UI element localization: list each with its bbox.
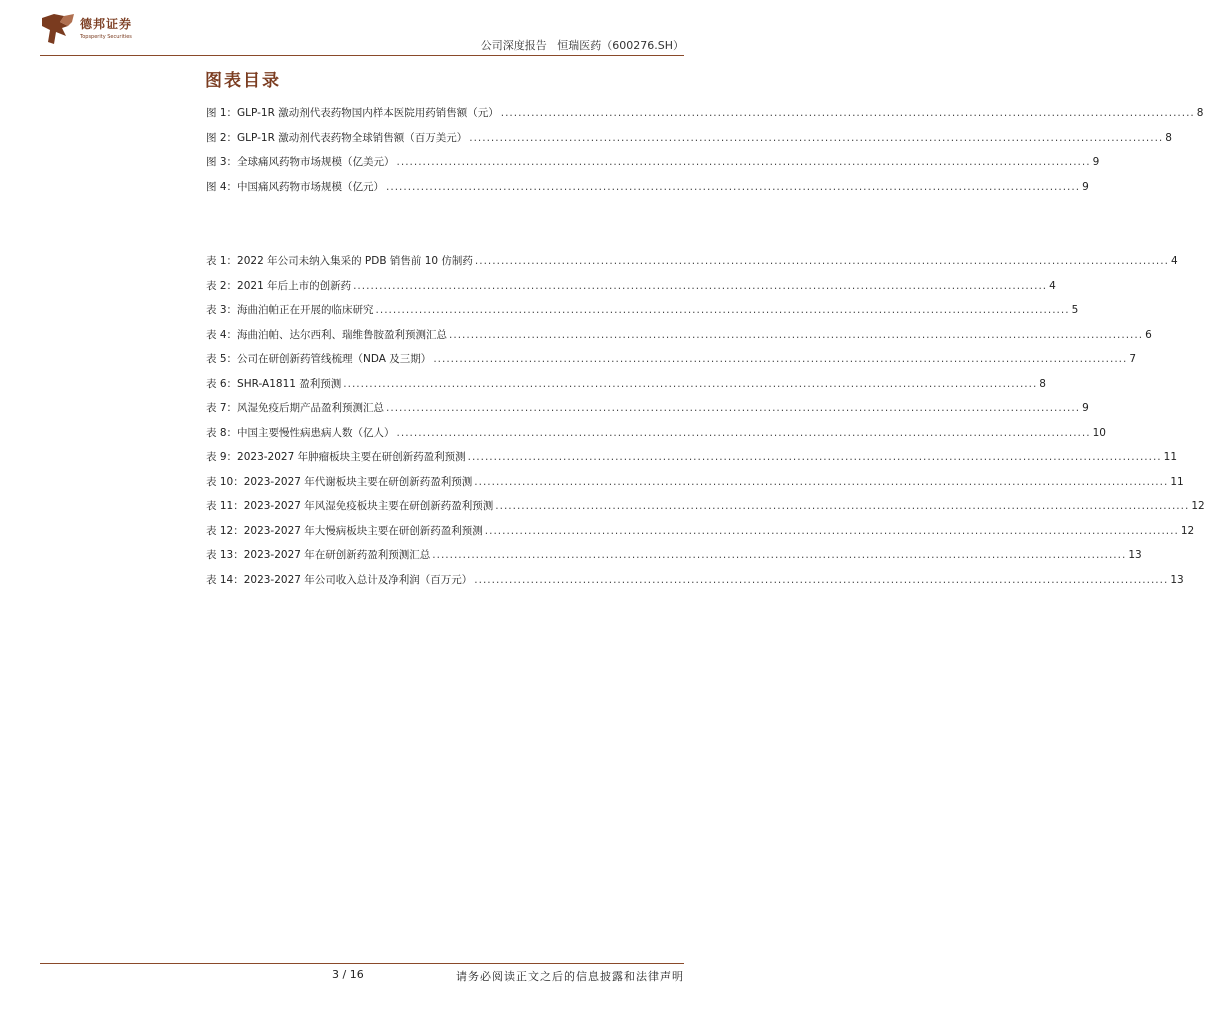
dot-leader [397, 427, 1091, 439]
entry-label: 表 9： [206, 451, 238, 463]
entry-label: 表 12： [206, 524, 244, 537]
entry-title: 2023-2027 年代谢板块主要在研创新药盈利预测 [243, 475, 473, 488]
report-type: 公司深度报告 [480, 39, 547, 52]
toc-entry-table-14[interactable] [206, 572, 1184, 597]
entry-label: 表 6： [206, 377, 238, 390]
logo-text-cn: 德邦证券 [80, 17, 133, 31]
entry-page: 4 [1049, 279, 1056, 292]
toc-entry-table-13[interactable] [206, 547, 1142, 572]
toc-entry-table-8[interactable] [206, 425, 1106, 450]
entry-page: 11 [1163, 451, 1178, 463]
figure-list [206, 105, 1204, 203]
entry-title: 2022 年公司未纳入集采的 PDB 销售前 10 仿制药 [237, 255, 473, 267]
dot-leader [474, 574, 1168, 586]
toc-entry-table-11[interactable] [206, 498, 1205, 523]
dot-leader [485, 525, 1179, 537]
dot-leader [343, 378, 1037, 390]
entry-title: 2023-2027 年风湿免疫板块主要在研创新药盈利预测 [243, 500, 494, 512]
table-list [206, 253, 1205, 596]
toc-entry-table-1[interactable] [206, 253, 1178, 278]
entry-title: 海曲泊帕正在开展的临床研究 [237, 304, 374, 316]
entry-title: 公司在研创新药管线梳理（NDA 及三期） [237, 353, 432, 365]
entry-page: 8 [1165, 131, 1172, 144]
entry-title: 全球痛风药物市场规模（亿美元） [237, 156, 395, 168]
entry-title: 2023-2027 年大慢病板块主要在研创新药盈利预测 [243, 524, 483, 537]
dot-leader [475, 255, 1169, 267]
entry-title: 2021 年后上市的创新药 [237, 279, 352, 292]
dot-leader [433, 353, 1127, 365]
footer-divider [40, 963, 684, 964]
entry-label: 表 7： [206, 402, 238, 414]
toc-entry-table-5[interactable] [206, 351, 1137, 376]
entry-label: 图 2： [206, 131, 238, 144]
dot-leader [449, 329, 1143, 341]
toc-title: 图表目录 [205, 71, 281, 91]
toc-entry-table-6[interactable] [206, 376, 1046, 401]
entry-label: 表 11： [206, 500, 244, 512]
entry-page: 8 [1196, 107, 1204, 119]
entry-label: 表 13： [206, 549, 244, 561]
page-number: 3 / 16 [332, 968, 364, 981]
entry-label: 图 4： [206, 180, 238, 193]
entry-label: 表 2： [206, 279, 238, 292]
toc-entry-table-2[interactable] [206, 278, 1056, 303]
company-logo [40, 12, 180, 48]
entry-page: 4 [1170, 255, 1178, 267]
dot-leader [353, 280, 1047, 292]
toc-entry-figure-2[interactable] [206, 130, 1172, 155]
entry-title: GLP-1R 激动剂代表药物全球销售额（百万美元） [237, 131, 468, 144]
entry-page: 6 [1145, 328, 1152, 341]
entry-title: GLP-1R 激动剂代表药物国内样本医院用药销售额（元） [237, 107, 499, 119]
entry-label: 表 14： [206, 573, 244, 586]
entry-label: 图 3： [206, 156, 238, 168]
entry-page: 10 [1092, 426, 1106, 439]
dot-leader [376, 304, 1070, 316]
entry-label: 表 1： [206, 255, 238, 267]
toc-entry-table-10[interactable] [206, 474, 1184, 499]
entry-label: 图 1： [206, 107, 238, 119]
toc-entry-figure-3[interactable] [206, 154, 1100, 179]
entry-title: 2023-2027 年公司收入总计及净利润（百万元） [243, 573, 473, 586]
dot-leader [432, 549, 1126, 561]
entry-page: 13 [1170, 573, 1184, 586]
dot-leader [468, 451, 1162, 463]
entry-title: 2023-2027 年在研创新药盈利预测汇总 [243, 549, 431, 561]
toc-entry-table-9[interactable] [206, 449, 1178, 474]
entry-label: 表 8： [206, 426, 238, 439]
logo-text-en: Topsperity Securities [80, 34, 132, 40]
entry-label: 表 10： [206, 475, 244, 488]
entry-page: 12 [1180, 524, 1195, 537]
disclaimer-text: 请务必阅读正文之后的信息披露和法律声明 [456, 970, 684, 983]
company-name: 恒瑞医药（600276.SH） [557, 39, 684, 52]
toc-entry-table-3[interactable] [206, 302, 1079, 327]
toc-entry-table-12[interactable] [206, 523, 1195, 548]
entry-title: SHR-A1811 盈利预测 [237, 377, 342, 390]
entry-page: 8 [1039, 377, 1046, 390]
dot-leader [469, 132, 1163, 144]
header-report-info [481, 37, 684, 53]
toc-entry-table-4[interactable] [206, 327, 1152, 352]
entry-label: 表 5： [206, 353, 238, 365]
entry-page: 9 [1082, 180, 1089, 193]
dot-leader [501, 107, 1195, 119]
entry-page: 9 [1092, 156, 1100, 168]
entry-title: 风湿免疫后期产品盈利预测汇总 [237, 402, 385, 414]
toc-entry-table-7[interactable] [206, 400, 1089, 425]
entry-page: 7 [1129, 353, 1137, 365]
dot-leader [386, 181, 1080, 193]
entry-title: 2023-2027 年肿瘤板块主要在研创新药盈利预测 [237, 451, 466, 463]
entry-label: 表 3： [206, 304, 238, 316]
entry-title: 中国痛风药物市场规模（亿元） [237, 180, 385, 193]
dot-leader [474, 476, 1168, 488]
entry-page: 13 [1128, 549, 1142, 561]
entry-page: 9 [1082, 402, 1089, 414]
dot-leader [495, 500, 1189, 512]
entry-title: 中国主要慢性病患病人数（亿人） [237, 426, 395, 439]
entry-label: 表 4： [206, 328, 238, 341]
entry-page: 11 [1170, 475, 1184, 488]
toc-entry-figure-1[interactable] [206, 105, 1204, 130]
logo-mark-icon [40, 12, 76, 46]
entry-page: 12 [1191, 500, 1205, 512]
entry-title: 海曲泊帕、达尔西利、瑞维鲁胺盈利预测汇总 [237, 328, 448, 341]
toc-entry-figure-4[interactable] [206, 179, 1089, 204]
header-divider [40, 55, 684, 56]
entry-page: 5 [1071, 304, 1079, 316]
dot-leader [397, 156, 1091, 168]
dot-leader [386, 402, 1080, 414]
